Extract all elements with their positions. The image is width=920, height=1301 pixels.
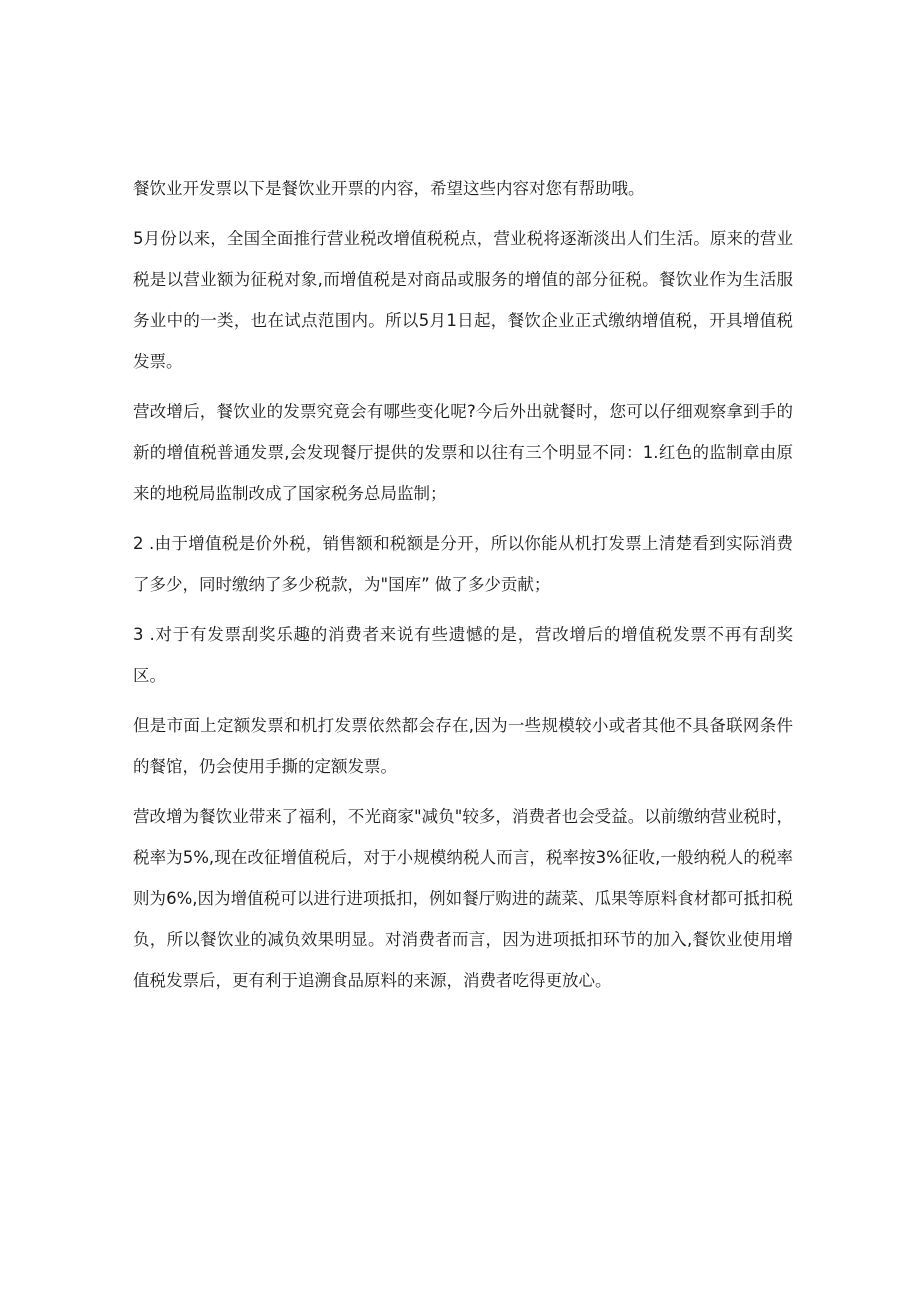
quota-invoice-paragraph: 但是市面上定额发票和机打发票依然都会存在,因为一些规模较小或者其他不具备联网条件的餐馆，仍会使用手撕的定额发票。 [133,716,793,776]
intro-paragraph: 餐饮业开发票以下是餐饮业开票的内容，希望这些内容对您有帮助哦。 [133,179,645,198]
changes-paragraph: 营改增后，餐饮业的发票究竟会有哪些变化呢?今后外出就餐时，您可以仔细观察拿到手的新的增值税普通发票,会发现餐厅提供的发票和以往有三个明显不同：1.红色的监制章由原来的地税局监制改成了国家税务总局监制； [133,402,793,503]
background-paragraph: 5月份以来，全国全面推行营业税改增值税税点，营业税将逐渐淡出人们生活。原来的营业税是以营业额为征税对象,而增值税是对商品或服务的增值的部分征税。餐饮业作为生活服务业中的一类，也在试点范围内。所以5月1日起，餐饮企业正式缴纳增值税，开具增值税发票。 [133,229,793,371]
document-body [133,168,793,1010]
benefits-paragraph: 营改增为餐饮业带来了福利，不光商家"减负"较多，消费者也会受益。以前缴纳营业税时，税率为5%,现在改征增值税后，对于小规模纳税人而言，税率按3%征收,一般纳税人的税率则为6%,因为增值税可以进行进项抵扣，例如餐厅购进的蔬菜、瓜果等原料食材都可抵扣税负，所以餐饮业的减负效果明显。对消费者而言，因为进项抵扣环节的加入,餐饮业使用增值税发票后，更有利于追溯食品原料的来源，消费者吃得更放心。 [133,807,793,990]
change-item-3: 3 .对于有发票刮奖乐趣的消费者来说有些遗憾的是，营改增后的增值税发票不再有刮奖区。 [133,625,793,685]
change-item-2: 2 .由于增值税是价外税，销售额和税额是分开，所以你能从机打发票上清楚看到实际消费了多少，同时缴纳了多少税款，为"国库” 做了多少贡献； [133,534,793,594]
